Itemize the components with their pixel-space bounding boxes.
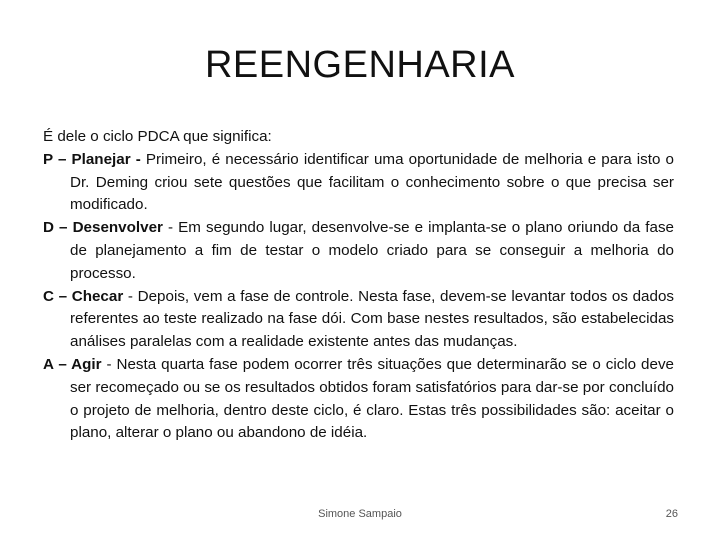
slide-body <box>43 126 674 445</box>
pdca-item-check <box>43 286 674 354</box>
pdca-item-act <box>43 354 674 445</box>
pdca-text-do: - Em segundo lugar, desenvolve-se e implanta-se o plano oriundo da fase de planejamento a fim de testar o modelo criado para se conseguir a melhoria do processo. <box>70 219 674 282</box>
pdca-text-check: - Depois, vem a fase de controle. Nesta fase, devem-se levantar todos os dados referentes ao teste realizado na fase dói. Com base nestes resultados, são estabelecidas análises paralelas com a realidade existente antes das mudanças. <box>70 287 674 351</box>
pdca-text-plan: Primeiro, é necessário identificar uma oportunidade de melhoria e para isto o Dr. Deming criou sete questões que facilitam o conhecimento sobre o que precisa ser modificado. <box>70 150 674 214</box>
pdca-term-act: A – Agir <box>43 355 102 373</box>
pdca-term-plan: P – Planejar - <box>43 150 141 168</box>
pdca-term-do: D – Desenvolver <box>43 219 163 237</box>
slide-title: REENGENHARIA <box>204 44 516 86</box>
pdca-term-check: C – Checar <box>43 287 124 305</box>
pdca-item-plan <box>43 149 674 217</box>
pdca-text-act: - Nesta quarta fase podem ocorrer três situações que determinarão se o ciclo deve ser recomeçado ou se os resultados obtidos foram satisfatórios para dar-se por concluído o projeto de melhoria, dentro deste ciclo, é claro. Estas três possibilidades são: aceitar o plano, alterar o plano ou abandono de idéia. <box>70 355 674 442</box>
slide-page-number: 26 <box>665 508 678 520</box>
pdca-item-do <box>43 217 674 285</box>
footer-author: Simone Sampaio <box>318 508 402 520</box>
intro-text: É dele o ciclo PDCA que significa: <box>43 128 272 145</box>
